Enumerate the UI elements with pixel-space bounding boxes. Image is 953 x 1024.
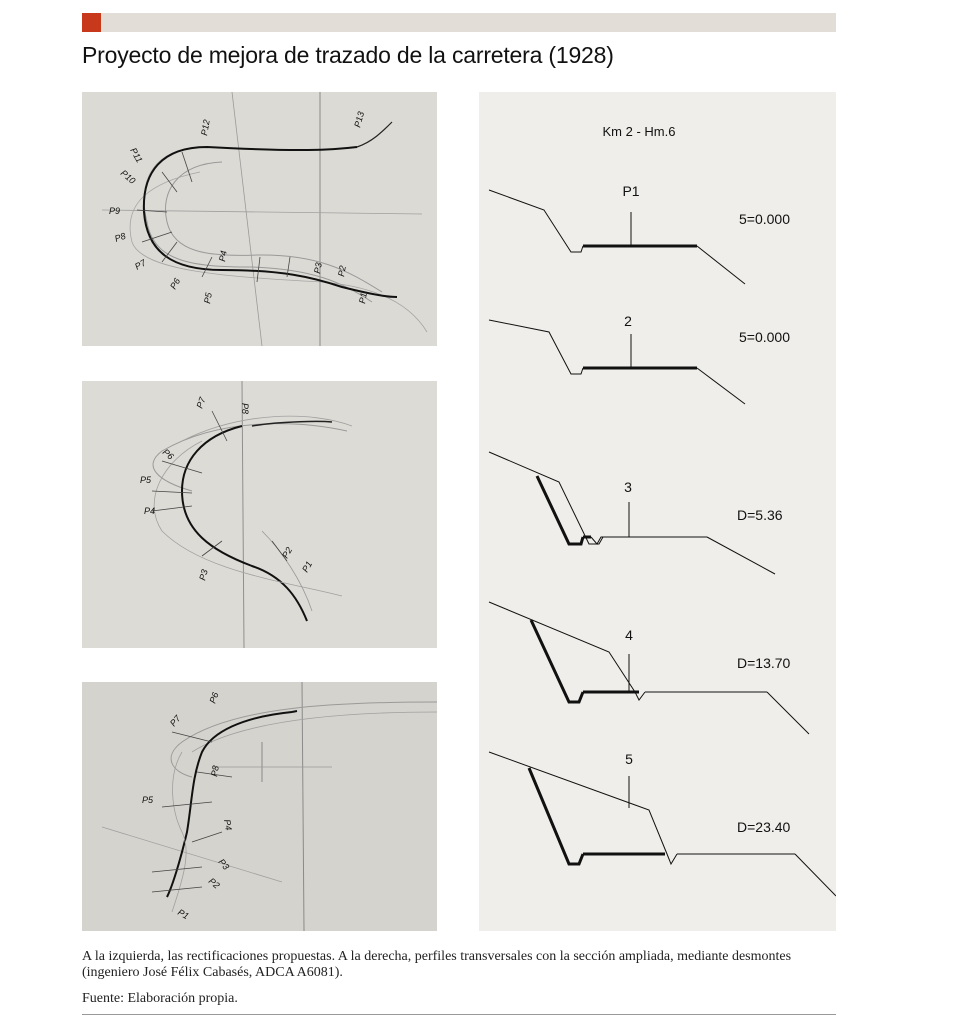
profile-value: D=13.70 [737,655,791,671]
p-label: P13 [352,110,367,129]
profile-5 [489,751,836,896]
profile-value: D=5.36 [737,507,783,523]
profile-label: 2 [624,313,632,329]
p-label: P7 [194,395,208,410]
bottom-divider [82,1014,836,1015]
plan-drawing-1 [82,92,437,346]
plan-drawing-3 [82,682,437,931]
profile-label: 4 [625,627,633,643]
profile-value: 5=0.000 [739,211,790,227]
p-label: P3 [216,856,232,872]
profile-1 [489,183,790,284]
figure-caption: A la izquierda, las rectificaciones propuestas. A la derecha, perfiles transversales con la sección ampliada, mediante desmontes (ingeniero José Félix Cabasés, ADCA A6081). [82,949,792,980]
p-label: P4 [217,249,229,263]
page-title: Proyecto de mejora de trazado de la carretera (1928) [82,42,614,68]
p-label: P4 [144,506,156,516]
p-label: P5 [202,291,214,305]
p-label: P6 [160,446,176,462]
profile-2 [489,313,790,404]
p-label: P2 [206,875,222,891]
p-label: P1 [176,907,191,922]
p-label: P6 [168,276,183,291]
cross-section-panel [479,92,836,931]
p-label: P8 [240,403,250,415]
p-label: P1 [300,559,315,574]
p-label: P12 [199,118,212,137]
p-label: P7 [167,713,183,729]
p-label: P3 [197,568,210,582]
profile-3 [489,452,783,574]
p-label: P2 [280,545,295,560]
p-label: P7 [133,257,148,272]
p-label: P1 [357,291,369,305]
p-label: P8 [113,230,128,244]
p-label: P5 [140,475,152,485]
p-label: P2 [336,264,348,278]
p-label: P10 [118,167,138,186]
p-label: P6 [207,690,221,705]
profile-label: P1 [622,183,640,199]
profile-4 [489,602,809,734]
profile-value: D=23.40 [737,819,791,835]
profiles-heading: Km 2 - Hm.6 [602,124,676,139]
figure-source: Fuente: Elaboración propia. [82,991,238,1006]
p-label: P11 [128,146,145,165]
profile-label: 5 [625,751,633,767]
profile-label: 3 [624,479,632,495]
accent-square [82,13,101,32]
p-label: P4 [222,818,234,832]
p-label: P9 [109,206,121,216]
plan-drawing-2 [82,381,437,648]
header-bar [82,13,836,32]
p-label: P5 [142,795,154,805]
profile-value: 5=0.000 [739,329,790,345]
p-label: P8 [209,764,221,778]
p-label: P3 [312,261,324,275]
